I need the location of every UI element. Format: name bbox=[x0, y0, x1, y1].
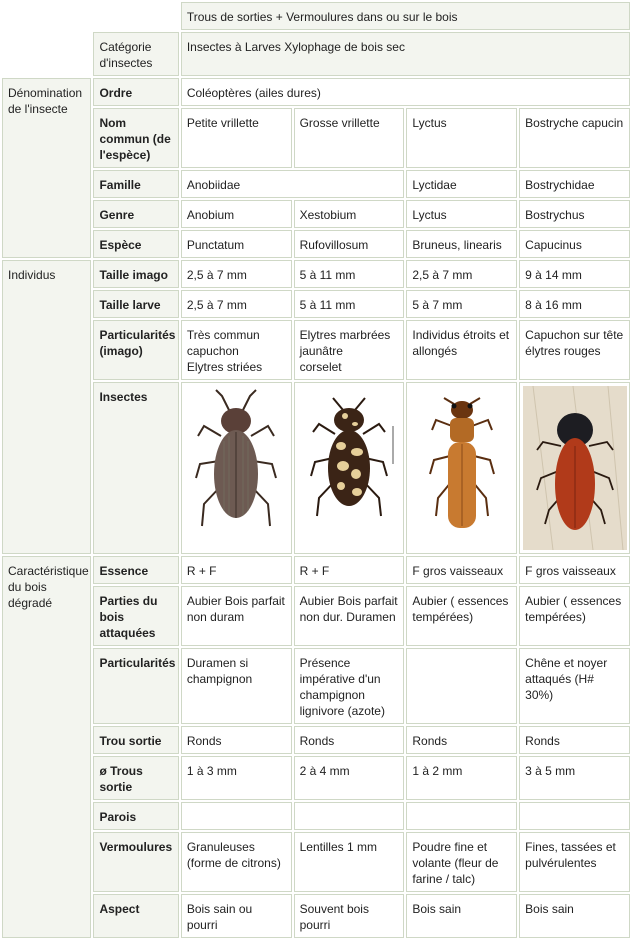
image-anobium bbox=[181, 382, 292, 554]
label-particularites-imago: Particularités (imago) bbox=[93, 320, 178, 380]
category-label: Catégorie d'insectes bbox=[93, 32, 178, 76]
label-espece: Espèce bbox=[93, 230, 178, 258]
value-parois bbox=[181, 802, 292, 830]
section-denomination: Dénomination de l'insecte bbox=[2, 78, 91, 258]
value-vermoulures: Poudre fine et volante (fleur de farine / talc) bbox=[406, 832, 517, 892]
value-taille-larve: 8 à 16 mm bbox=[519, 290, 630, 318]
value-taille-imago: 9 à 14 mm bbox=[519, 260, 630, 288]
value-espece: Capucinus bbox=[519, 230, 630, 258]
value-vermoulures: Granuleuses (forme de citrons) bbox=[181, 832, 292, 892]
value-trou: Ronds bbox=[294, 726, 405, 754]
section-individus: Individus bbox=[2, 260, 91, 554]
value-taille-imago: 2,5 à 7 mm bbox=[406, 260, 517, 288]
value-part-imago bbox=[181, 320, 292, 380]
label-famille: Famille bbox=[93, 170, 178, 198]
value-taille-imago: 5 à 11 mm bbox=[294, 260, 405, 288]
value-diametre: 2 à 4 mm bbox=[294, 756, 405, 800]
value-particularites: Duramen si champignon bbox=[181, 648, 292, 724]
value-parois bbox=[406, 802, 517, 830]
value-nom: Bostryche capucin bbox=[519, 108, 630, 168]
label-genre: Genre bbox=[93, 200, 178, 228]
part-line: corselet bbox=[299, 360, 342, 374]
part-line: Très commun bbox=[186, 328, 260, 342]
label-insectes: Insectes bbox=[93, 382, 178, 554]
category-value: Insectes à Larves Xylophage de bois sec bbox=[181, 32, 630, 76]
value-part-imago bbox=[406, 320, 517, 380]
label-vermoulures: Vermoulures bbox=[93, 832, 178, 892]
label-taille-imago: Taille imago bbox=[93, 260, 178, 288]
table-title: Trous de sorties + Vermoulures dans ou sur le bois bbox=[181, 2, 630, 30]
blank-cell bbox=[2, 2, 91, 30]
part-line: capuchon bbox=[186, 344, 239, 358]
value-part-imago bbox=[294, 320, 405, 380]
value-parties: Aubier Bois parfait non duram bbox=[181, 586, 292, 646]
value-nom: Lyctus bbox=[406, 108, 517, 168]
bostrychus-beetle-image bbox=[523, 386, 627, 550]
value-diametre: 3 à 5 mm bbox=[519, 756, 630, 800]
value-particularites: Présence impérative d'un champignon lignivore (azote) bbox=[294, 648, 405, 724]
label-essence: Essence bbox=[93, 556, 178, 584]
value-taille-larve: 5 à 11 mm bbox=[294, 290, 405, 318]
part-line: Elytres striées bbox=[186, 360, 263, 374]
value-part-imago bbox=[519, 320, 630, 380]
value-trou: Ronds bbox=[406, 726, 517, 754]
value-essence: F gros vaisseaux bbox=[406, 556, 517, 584]
label-aspect: Aspect bbox=[93, 894, 178, 938]
image-bostrychus bbox=[519, 382, 630, 554]
value-famille: Anobiidae bbox=[181, 170, 405, 198]
part-line: Elytres marbrées bbox=[299, 328, 391, 342]
value-ordre: Coléoptères (ailes dures) bbox=[181, 78, 630, 106]
blank-cell bbox=[93, 2, 178, 30]
lyctus-beetle-image bbox=[412, 386, 512, 546]
label-parois: Parois bbox=[93, 802, 178, 830]
value-essence: R + F bbox=[294, 556, 405, 584]
label-taille-larve: Taille larve bbox=[93, 290, 178, 318]
value-diametre: 1 à 2 mm bbox=[406, 756, 517, 800]
value-essence: R + F bbox=[181, 556, 292, 584]
value-parois bbox=[519, 802, 630, 830]
value-aspect: Bois sain ou pourri bbox=[181, 894, 292, 938]
value-diametre: 1 à 3 mm bbox=[181, 756, 292, 800]
anobium-beetle-image bbox=[186, 386, 286, 546]
value-nom: Petite vrillette bbox=[181, 108, 292, 168]
value-parties: Aubier ( essences tempérées) bbox=[519, 586, 630, 646]
value-genre: Xestobium bbox=[294, 200, 405, 228]
value-aspect: Bois sain bbox=[406, 894, 517, 938]
image-xestobium bbox=[294, 382, 405, 554]
blank-cell bbox=[2, 32, 91, 76]
value-parties: Aubier ( essences tempérées) bbox=[406, 586, 517, 646]
value-espece: Punctatum bbox=[181, 230, 292, 258]
value-genre: Lyctus bbox=[406, 200, 517, 228]
value-parties: Aubier Bois parfait non dur. Duramen bbox=[294, 586, 405, 646]
label-trou-sortie: Trou sortie bbox=[93, 726, 178, 754]
value-genre: Anobium bbox=[181, 200, 292, 228]
value-taille-larve: 5 à 7 mm bbox=[406, 290, 517, 318]
label-nom-commun: Nom commun (de l'espèce) bbox=[93, 108, 178, 168]
part-line: Capuchon sur tête élytres rouges bbox=[525, 328, 624, 358]
value-particularites: Chêne et noyer attaqués (H# 30%) bbox=[519, 648, 630, 724]
value-genre: Bostrychus bbox=[519, 200, 630, 228]
value-particularites bbox=[406, 648, 517, 724]
value-nom: Grosse vrillette bbox=[294, 108, 405, 168]
label-parties: Parties du bois attaquées bbox=[93, 586, 178, 646]
value-famille: Bostrychidae bbox=[519, 170, 630, 198]
value-espece: Bruneus, linearis bbox=[406, 230, 517, 258]
value-trou: Ronds bbox=[181, 726, 292, 754]
value-taille-larve: 2,5 à 7 mm bbox=[181, 290, 292, 318]
value-aspect: Souvent bois pourri bbox=[294, 894, 405, 938]
label-diametre: ø Trous sortie bbox=[93, 756, 178, 800]
image-lyctus bbox=[406, 382, 517, 554]
part-line: jaunâtre bbox=[299, 344, 343, 358]
label-ordre: Ordre bbox=[93, 78, 178, 106]
value-taille-imago: 2,5 à 7 mm bbox=[181, 260, 292, 288]
part-line: Individus étroits et allongés bbox=[412, 328, 510, 358]
section-bois: Caractéristique du bois dégradé bbox=[2, 556, 91, 938]
value-parois bbox=[294, 802, 405, 830]
value-essence: F gros vaisseaux bbox=[519, 556, 630, 584]
value-trou: Ronds bbox=[519, 726, 630, 754]
value-vermoulures: Lentilles 1 mm bbox=[294, 832, 405, 892]
value-espece: Rufovillosum bbox=[294, 230, 405, 258]
value-aspect: Bois sain bbox=[519, 894, 630, 938]
label-particularites: Particularités bbox=[93, 648, 178, 724]
xestobium-beetle-image bbox=[299, 386, 399, 546]
value-famille: Lyctidae bbox=[406, 170, 517, 198]
value-vermoulures: Fines, tassées et pulvérulentes bbox=[519, 832, 630, 892]
